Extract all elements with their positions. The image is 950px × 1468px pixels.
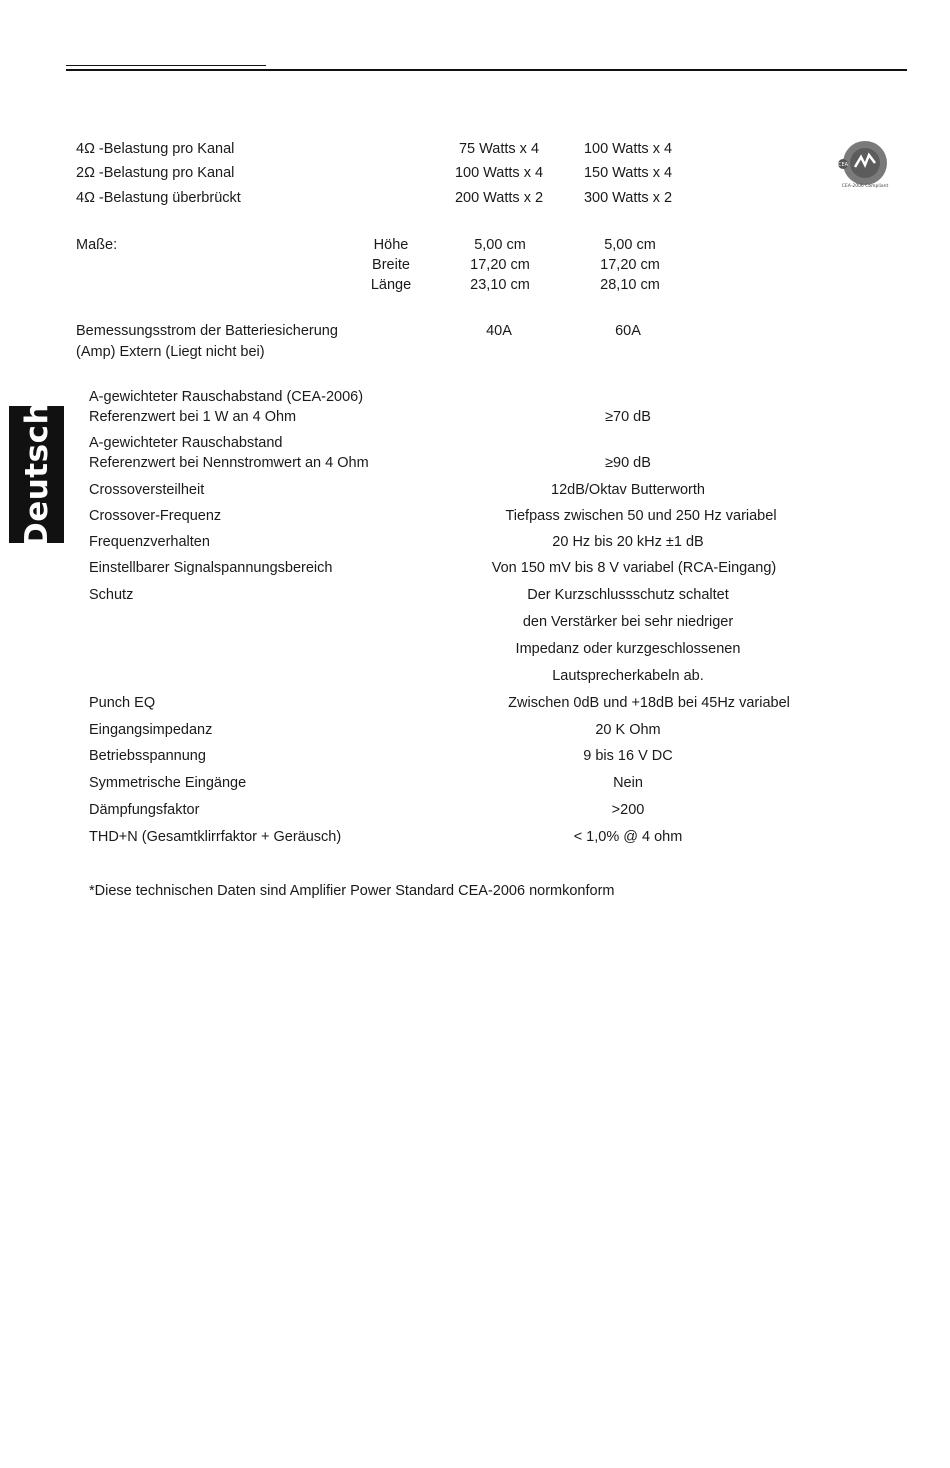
spec-label-protection: Schutz bbox=[89, 587, 134, 603]
spec-label-input-impedance: Eingangsimpedanz bbox=[89, 722, 213, 738]
protection-line-4: Lautsprecherkabeln ab. bbox=[552, 668, 704, 684]
power-row-col2-1: 100 Watts x 4 bbox=[583, 141, 673, 157]
snr2-value: ≥90 dB bbox=[605, 455, 651, 471]
dimension-width-col1: 17,20 cm bbox=[470, 257, 530, 273]
spec-label-damping-factor: Dämpfungsfaktor bbox=[89, 802, 200, 818]
spec-label-thd: THD+N (Gesamtklirrfaktor + Geräusch) bbox=[89, 829, 342, 845]
spec-label-signal-range: Einstellbarer Signalspannungsbereich bbox=[89, 560, 333, 576]
dimension-height-col2: 5,00 cm bbox=[604, 237, 656, 253]
spec-label-operating-voltage: Betriebsspannung bbox=[89, 748, 206, 764]
power-row-col1-1: 75 Watts x 4 bbox=[458, 141, 540, 157]
spec-value-punch-eq: Zwischen 0dB und +18dB bei 45Hz variabel bbox=[508, 695, 790, 711]
dimension-width-col2: 17,20 cm bbox=[600, 257, 660, 273]
dimension-height-col1: 5,00 cm bbox=[474, 237, 526, 253]
header-rule-short bbox=[66, 65, 266, 66]
snr2-label-line2: Referenzwert bei Nennstromwert an 4 Ohm bbox=[89, 455, 369, 471]
spec-value-signal-range: Von 150 mV bis 8 V variabel (RCA-Eingang) bbox=[491, 560, 777, 576]
power-row-col2-3: 300 Watts x 2 bbox=[583, 190, 673, 206]
snr2-label-line1: A-gewichteter Rauschabstand bbox=[89, 435, 283, 451]
spec-value-frequency-response: 20 Hz bis 20 kHz ±1 dB bbox=[552, 534, 704, 550]
spec-label-crossover-frequency: Crossover-Frequenz bbox=[89, 508, 222, 524]
spec-value-crossover-slope: 12dB/Oktav Butterworth bbox=[551, 482, 705, 498]
language-tab-label: Deutsch bbox=[18, 401, 55, 548]
protection-line-1: Der Kurzschlussschutz schaltet bbox=[527, 587, 729, 603]
dimension-length-col2: 28,10 cm bbox=[600, 277, 660, 293]
dimension-name-length: Länge bbox=[370, 277, 412, 293]
dimension-name-height: Höhe bbox=[373, 237, 409, 253]
spec-label-punch-eq: Punch EQ bbox=[89, 695, 156, 711]
dimension-length-col1: 23,10 cm bbox=[470, 277, 530, 293]
fuse-col1: 40A bbox=[486, 323, 512, 339]
snr1-label-line2: Referenzwert bei 1 W an 4 Ohm bbox=[89, 409, 297, 425]
spec-label-frequency-response: Frequenzverhalten bbox=[89, 534, 210, 550]
power-row-label-3: 4Ω -Belastung überbrückt bbox=[76, 190, 241, 206]
spec-value-thd: < 1,0% @ 4 ohm bbox=[573, 829, 683, 845]
spec-value-input-impedance: 20 K Ohm bbox=[595, 722, 661, 738]
protection-line-2: den Verstärker bei sehr niedriger bbox=[522, 614, 734, 630]
cea-2006-compliance-badge bbox=[834, 136, 894, 190]
fuse-col2: 60A bbox=[615, 323, 641, 339]
header-rule bbox=[66, 69, 907, 71]
language-tab bbox=[9, 401, 64, 548]
fuse-label-line2: (Amp) Extern (Liegt nicht bei) bbox=[76, 344, 265, 360]
dimension-name-width: Breite bbox=[372, 257, 410, 273]
spec-label-crossover-slope: Crossoversteilheit bbox=[89, 482, 205, 498]
spec-value-balanced-inputs: Nein bbox=[613, 775, 643, 791]
spec-value-operating-voltage: 9 bis 16 V DC bbox=[583, 748, 673, 764]
spec-value-crossover-frequency: Tiefpass zwischen 50 und 250 Hz variabel bbox=[505, 508, 777, 524]
svg-text:CEA-2006 Compliant: CEA-2006 Compliant bbox=[841, 184, 889, 189]
spec-value-damping-factor: >200 bbox=[611, 802, 645, 818]
spec-label-balanced-inputs: Symmetrische Eingänge bbox=[89, 775, 247, 791]
power-row-col1-2: 100 Watts x 4 bbox=[454, 165, 544, 181]
dimensions-label: Maße: bbox=[76, 237, 118, 253]
svg-text:CEA: CEA bbox=[837, 162, 849, 168]
power-row-label-2: 2Ω -Belastung pro Kanal bbox=[76, 165, 235, 181]
protection-line-3: Impedanz oder kurzgeschlossenen bbox=[515, 641, 741, 657]
snr1-label-line1: A-gewichteter Rauschabstand (CEA-2006) bbox=[89, 389, 364, 405]
power-row-label-1: 4Ω -Belastung pro Kanal bbox=[76, 141, 235, 157]
power-row-col1-3: 200 Watts x 2 bbox=[454, 190, 544, 206]
power-row-col2-2: 150 Watts x 4 bbox=[583, 165, 673, 181]
footnote: *Diese technischen Daten sind Amplifier Power Standard CEA-2006 normkonform bbox=[89, 883, 615, 899]
snr1-value: ≥70 dB bbox=[605, 409, 651, 425]
fuse-label-line1: Bemessungsstrom der Batteriesicherung bbox=[76, 323, 338, 339]
